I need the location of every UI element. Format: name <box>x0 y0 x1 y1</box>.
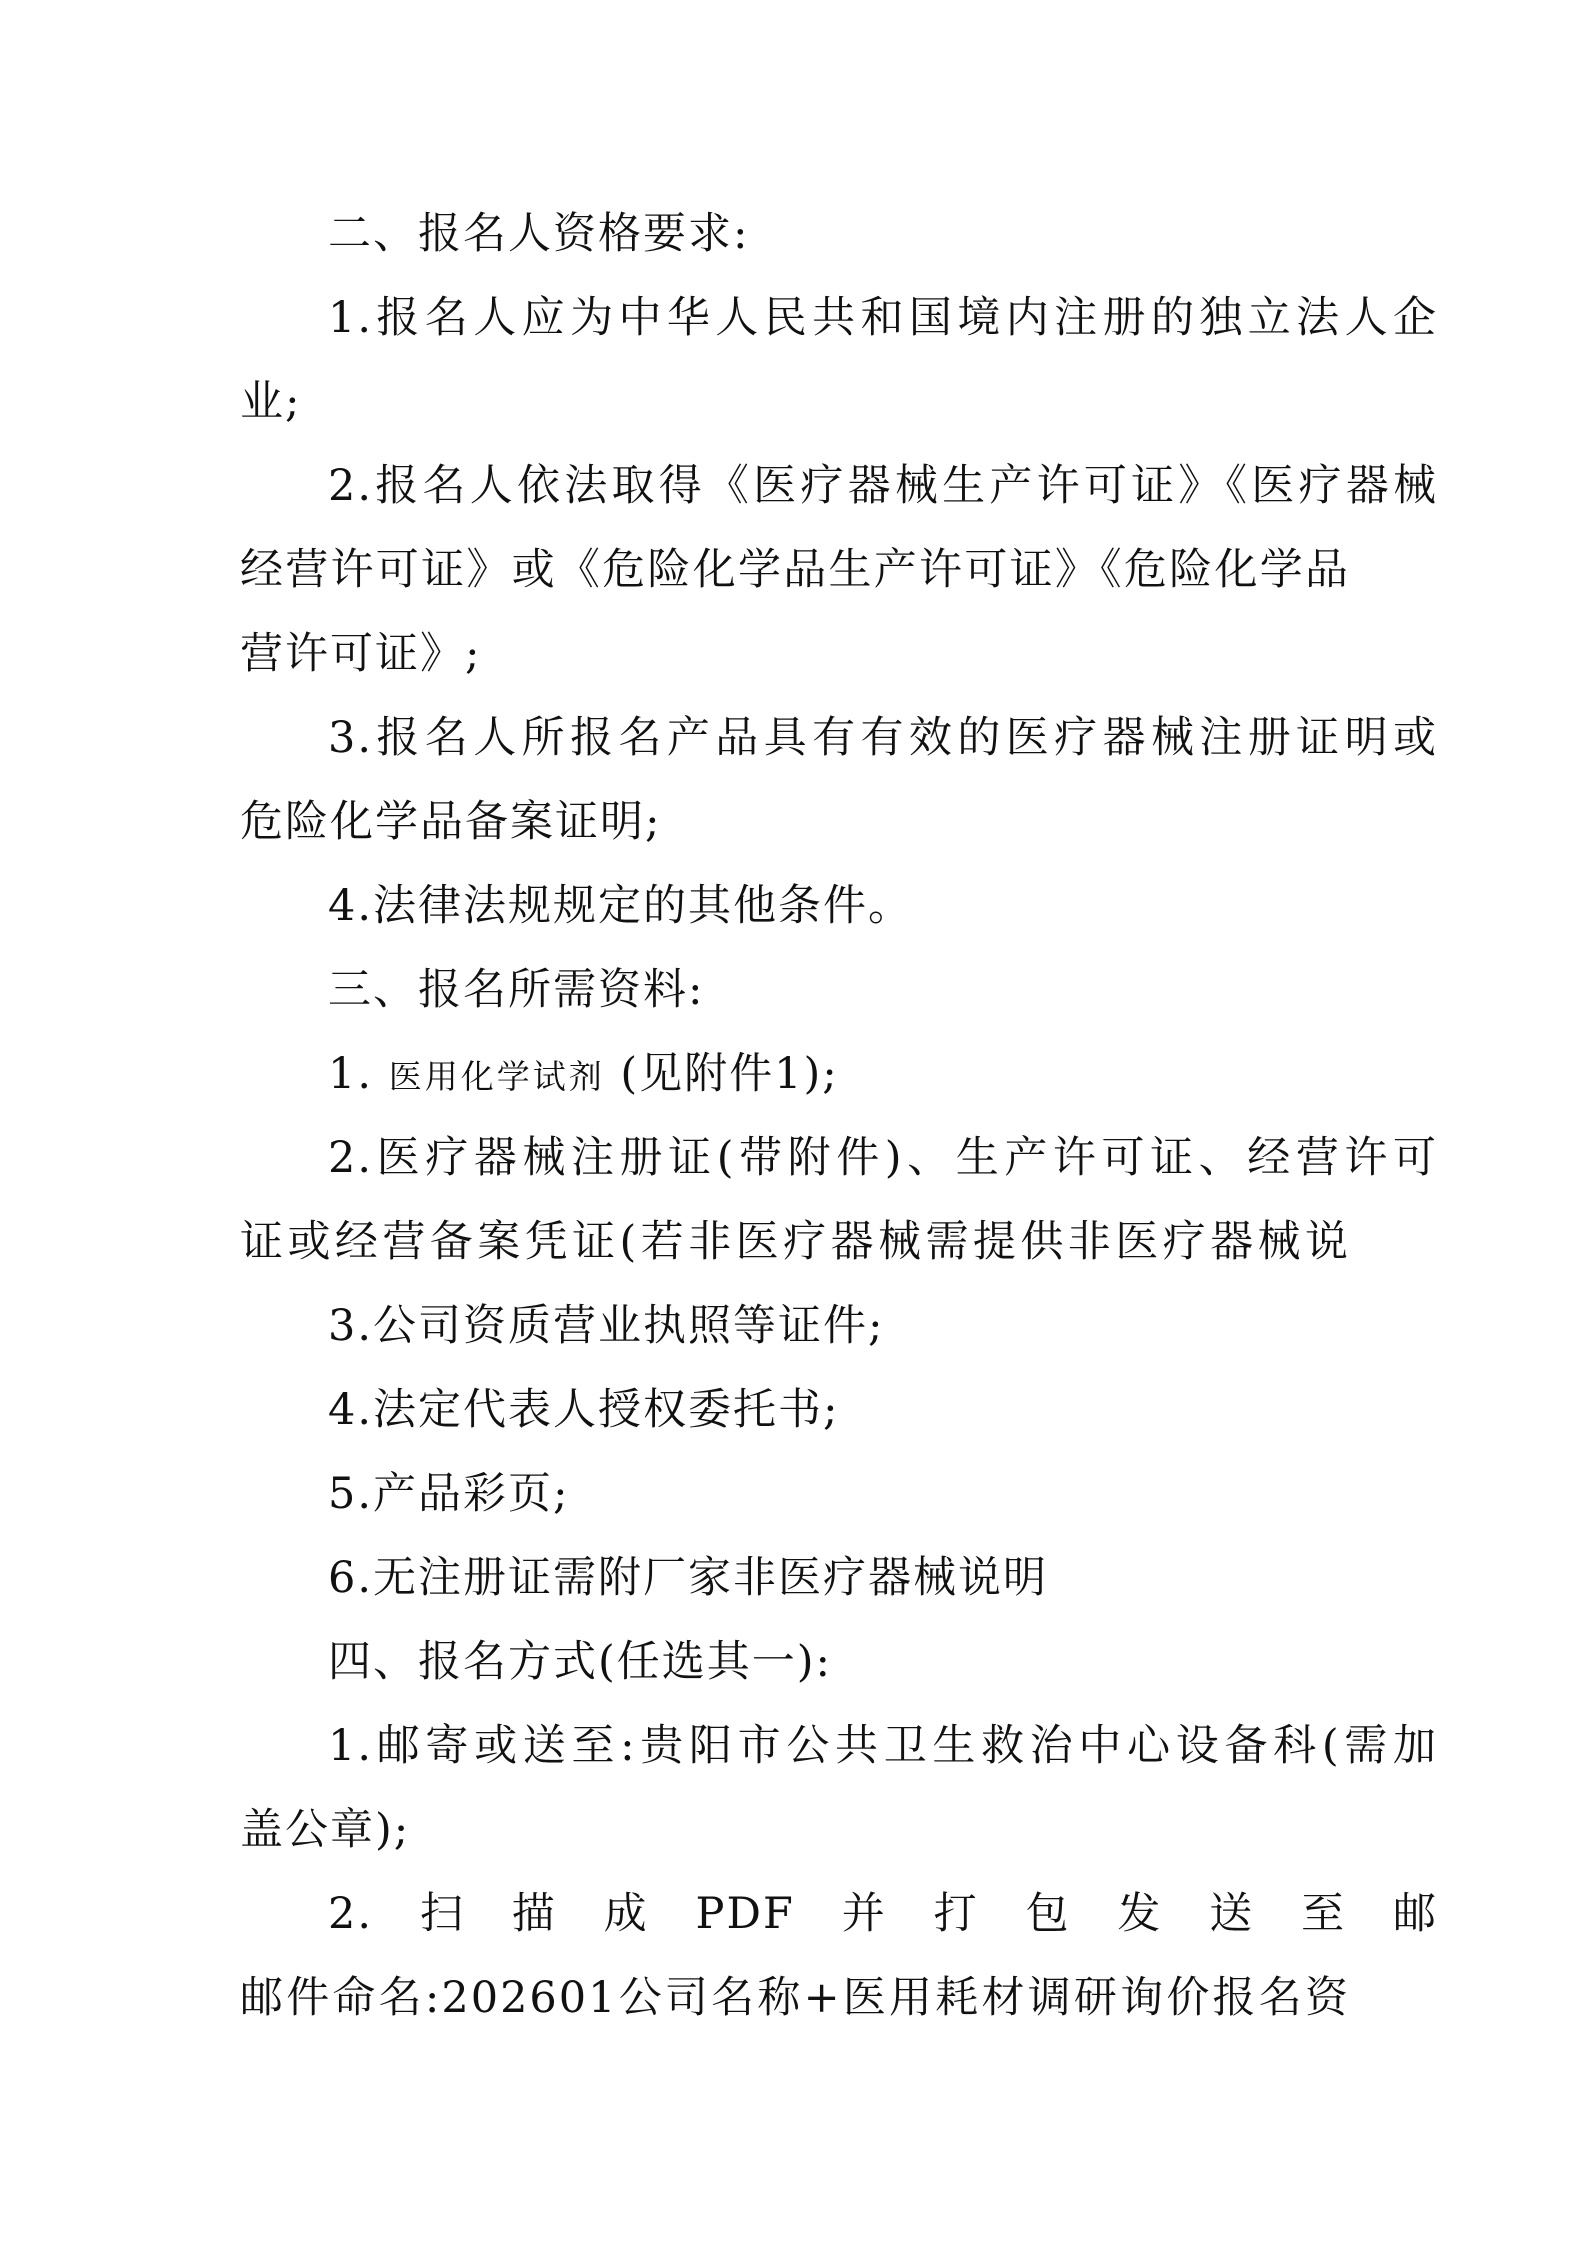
eligibility-item-3-line-1: 3.报名人所报名产品具有有效的医疗器械注册证明或 <box>328 713 1438 763</box>
materials-item-3: 3.公司资质营业执照等证件; <box>328 1301 885 1351</box>
materials-item-2-line-1: 2.医疗器械注册证(带附件)、生产许可证、经营许可 <box>328 1133 1438 1183</box>
materials-item-1 <box>328 1046 1438 1102</box>
materials-item-4: 4.法定代表人授权委托书; <box>328 1385 840 1435</box>
materials-item-2-line-2: 证或经营备案凭证(若非医疗器械需提供非医疗器械说 <box>240 1217 1350 1267</box>
eligibility-item-4: 4.法律法规规定的其他条件。 <box>328 881 914 931</box>
materials-item-5: 5.产品彩页; <box>328 1469 570 1519</box>
method-item-1-line-2: 盖公章); <box>240 1805 411 1855</box>
eligibility-item-1-line-2: 业; <box>240 377 302 427</box>
method-item-1-line-1: 1.邮寄或送至:贵阳市公共卫生救治中心设备科(需加 <box>328 1721 1438 1771</box>
materials-item-1-product-name: 医用化学试剂 <box>388 1057 605 1096</box>
eligibility-item-2-line-1: 2.报名人依法取得《医疗器械生产许可证》《医疗器械 <box>328 461 1438 511</box>
section-heading-eligibility: 二、报名人资格要求: <box>328 209 750 259</box>
eligibility-item-1-line-1: 1.报名人应为中华人民共和国境内注册的独立法人企 <box>328 293 1438 343</box>
materials-item-6: 6.无注册证需附厂家非医疗器械说明 <box>328 1553 1049 1603</box>
section-heading-registration-method: 四、报名方式(任选其一): <box>328 1637 833 1687</box>
section-heading-materials: 三、报名所需资料: <box>328 965 705 1015</box>
materials-item-1-number: 1. <box>328 1049 374 1099</box>
method-item-2-line-1: 2.扫描成PDF并打包发送至邮 <box>328 1889 1438 1939</box>
eligibility-item-3-line-2: 危险化学品备案证明; <box>240 797 662 847</box>
eligibility-item-2-line-3: 营许可证》; <box>240 629 482 679</box>
method-item-2-line-2: 邮件命名:202601公司名称+医用耗材调研询价报名资 <box>240 1973 1350 2023</box>
eligibility-item-2-line-2: 经营许可证》或《危险化学品生产许可证》《危险化学品 <box>240 545 1350 595</box>
materials-item-1-attachment-note: (见附件1); <box>620 1049 839 1099</box>
